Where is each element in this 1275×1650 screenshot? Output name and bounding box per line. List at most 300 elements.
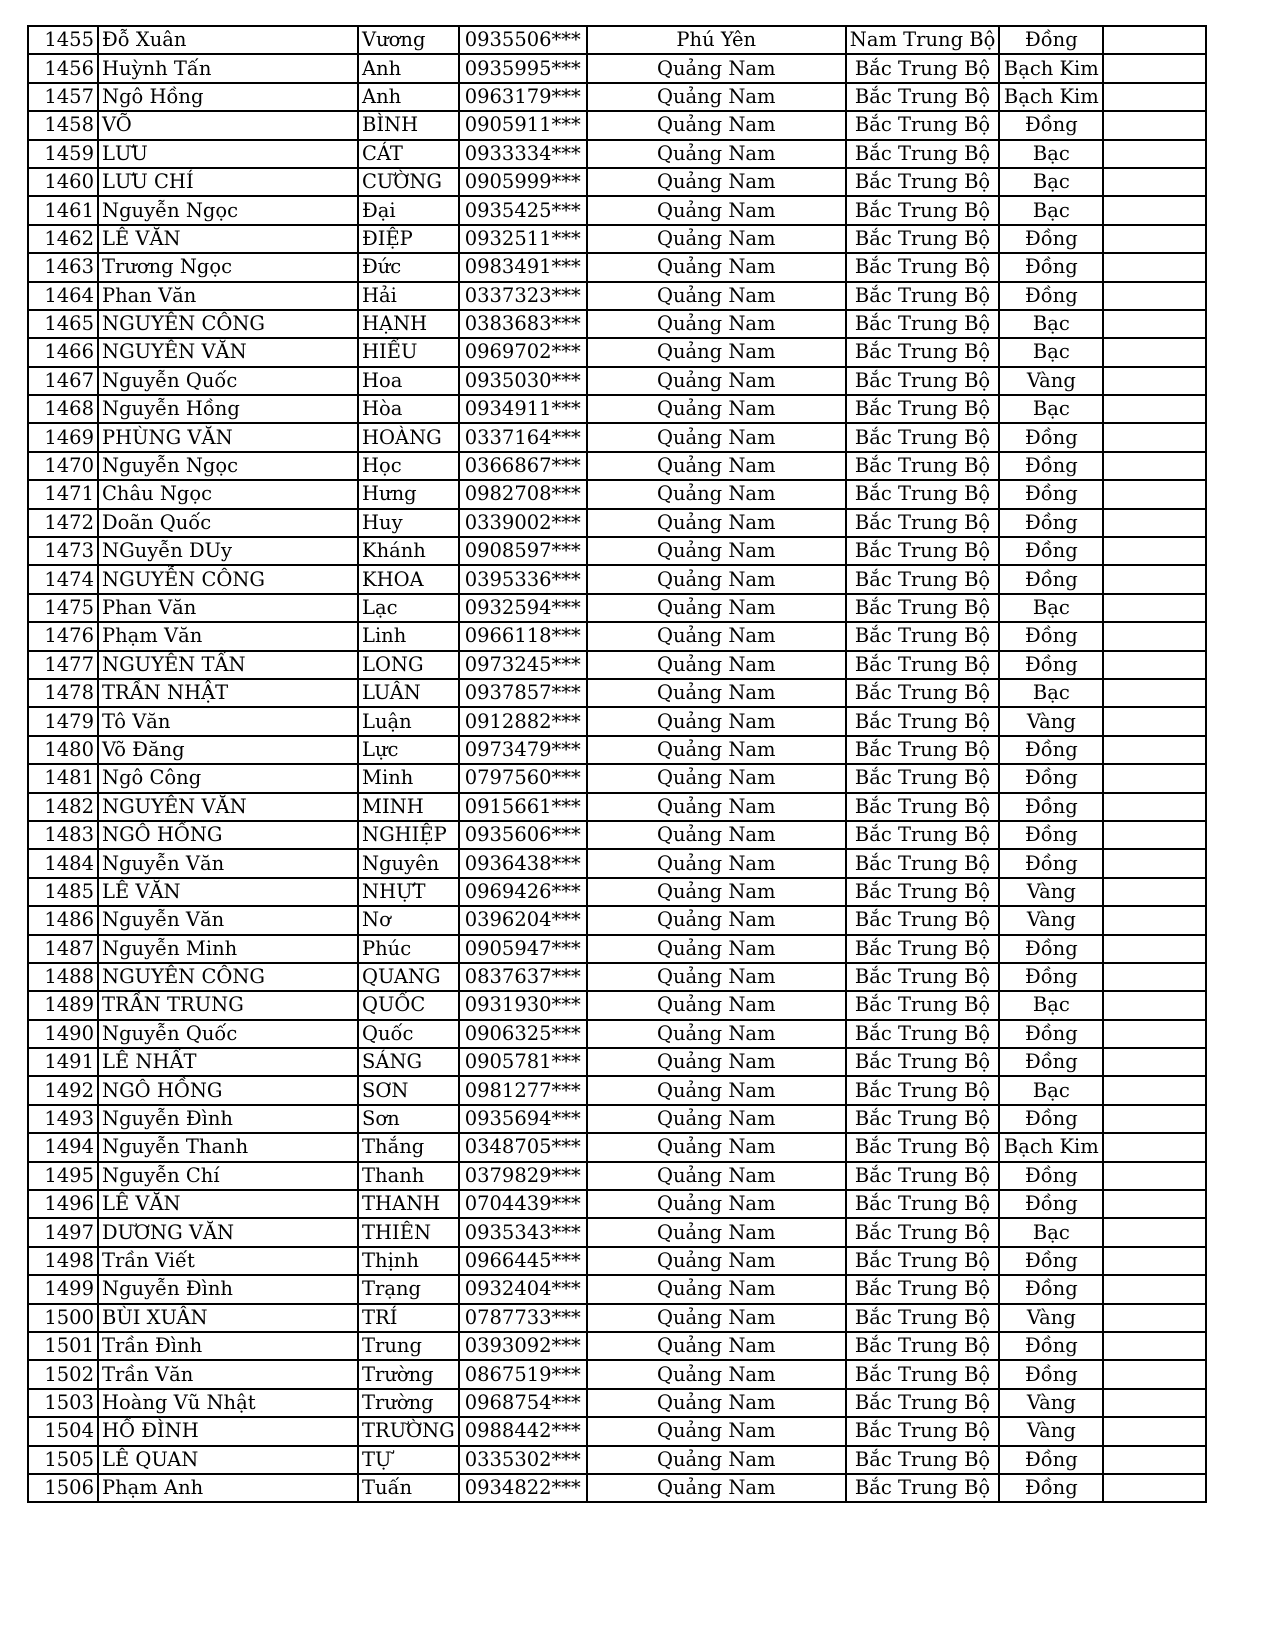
region-cell: Bắc Trung Bộ <box>846 140 1000 168</box>
family-name-cell: LƯU CHÍ <box>98 168 358 196</box>
tier-cell: Vàng <box>999 1304 1103 1332</box>
table-row <box>28 225 1206 253</box>
province-cell: Quảng Nam <box>587 282 846 310</box>
table-row <box>28 168 1206 196</box>
note-cell <box>1103 26 1206 54</box>
table-row <box>28 282 1206 310</box>
row-number-cell: 1459 <box>28 140 98 168</box>
note-cell <box>1103 83 1206 111</box>
province-cell: Quảng Nam <box>587 736 846 764</box>
tier-cell: Bạc <box>999 196 1103 224</box>
family-name-cell: Hoàng Vũ Nhật <box>98 1389 358 1417</box>
family-name-cell: Trần Viết <box>98 1247 358 1275</box>
province-cell: Quảng Nam <box>587 83 846 111</box>
table-row <box>28 338 1206 366</box>
row-number-cell: 1502 <box>28 1360 98 1388</box>
table-row <box>28 367 1206 395</box>
phone-cell: 0906325*** <box>459 1020 587 1048</box>
given-name-cell: LONG <box>358 651 459 679</box>
given-name-cell: THIÊN <box>358 1218 459 1246</box>
province-cell: Quảng Nam <box>587 878 846 906</box>
tier-cell: Đồng <box>999 963 1103 991</box>
province-cell: Quảng Nam <box>587 1076 846 1104</box>
table-row <box>28 26 1206 54</box>
phone-cell: 0982708*** <box>459 480 587 508</box>
region-cell: Bắc Trung Bộ <box>846 452 1000 480</box>
tier-cell: Vàng <box>999 878 1103 906</box>
phone-cell: 0935694*** <box>459 1105 587 1133</box>
family-name-cell: Nguyễn Đình <box>98 1275 358 1303</box>
row-number-cell: 1471 <box>28 480 98 508</box>
phone-cell: 0935606*** <box>459 821 587 849</box>
family-name-cell: Đỗ Xuân <box>98 26 358 54</box>
table-row <box>28 1048 1206 1076</box>
given-name-cell: MINH <box>358 793 459 821</box>
family-name-cell: Nguyễn Đình <box>98 1105 358 1133</box>
region-cell: Bắc Trung Bộ <box>846 1446 1000 1474</box>
province-cell: Quảng Nam <box>587 168 846 196</box>
tier-cell: Đồng <box>999 651 1103 679</box>
note-cell <box>1103 1133 1206 1161</box>
row-number-cell: 1455 <box>28 26 98 54</box>
row-number-cell: 1484 <box>28 849 98 877</box>
note-cell <box>1103 253 1206 281</box>
region-cell: Bắc Trung Bộ <box>846 111 1000 139</box>
given-name-cell: TRƯỜNG <box>358 1417 459 1445</box>
family-name-cell: Trương Ngọc <box>98 253 358 281</box>
tier-cell: Bạch Kim <box>999 83 1103 111</box>
table-row <box>28 509 1206 537</box>
row-number-cell: 1501 <box>28 1332 98 1360</box>
given-name-cell: Sơn <box>358 1105 459 1133</box>
province-cell: Quảng Nam <box>587 1389 846 1417</box>
phone-cell: 0935506*** <box>459 26 587 54</box>
table-row <box>28 1417 1206 1445</box>
province-cell: Quảng Nam <box>587 537 846 565</box>
table-row <box>28 310 1206 338</box>
province-cell: Quảng Nam <box>587 1275 846 1303</box>
province-cell: Quảng Nam <box>587 1162 846 1190</box>
phone-cell: 0383683*** <box>459 310 587 338</box>
note-cell <box>1103 537 1206 565</box>
row-number-cell: 1495 <box>28 1162 98 1190</box>
given-name-cell: HẠNH <box>358 310 459 338</box>
table-row <box>28 1332 1206 1360</box>
table-row <box>28 1247 1206 1275</box>
family-name-cell: Tô Văn <box>98 707 358 735</box>
given-name-cell: Thanh <box>358 1162 459 1190</box>
region-cell: Bắc Trung Bộ <box>846 878 1000 906</box>
given-name-cell: Phúc <box>358 935 459 963</box>
region-cell: Bắc Trung Bộ <box>846 1162 1000 1190</box>
given-name-cell: Trường <box>358 1360 459 1388</box>
tier-cell: Đồng <box>999 1020 1103 1048</box>
row-number-cell: 1457 <box>28 83 98 111</box>
region-cell: Bắc Trung Bộ <box>846 1105 1000 1133</box>
given-name-cell: Trung <box>358 1332 459 1360</box>
phone-cell: 0968754*** <box>459 1389 587 1417</box>
province-cell: Quảng Nam <box>587 622 846 650</box>
tier-cell: Vàng <box>999 367 1103 395</box>
table-row <box>28 1275 1206 1303</box>
given-name-cell: Hưng <box>358 480 459 508</box>
family-name-cell: Nguyễn Minh <box>98 935 358 963</box>
region-cell: Bắc Trung Bộ <box>846 679 1000 707</box>
province-cell: Quảng Nam <box>587 963 846 991</box>
family-name-cell: BÙI XUÂN <box>98 1304 358 1332</box>
family-name-cell: NGUYỄN TẤN <box>98 651 358 679</box>
phone-cell: 0988442*** <box>459 1417 587 1445</box>
tier-cell: Đồng <box>999 1105 1103 1133</box>
phone-cell: 0933334*** <box>459 140 587 168</box>
row-number-cell: 1485 <box>28 878 98 906</box>
given-name-cell: Luận <box>358 707 459 735</box>
region-cell: Bắc Trung Bộ <box>846 310 1000 338</box>
table-row <box>28 707 1206 735</box>
province-cell: Quảng Nam <box>587 991 846 1019</box>
tier-cell: Đồng <box>999 253 1103 281</box>
region-cell: Bắc Trung Bộ <box>846 537 1000 565</box>
table-row <box>28 622 1206 650</box>
family-name-cell: LÊ VĂN <box>98 225 358 253</box>
family-name-cell: NGÔ HỒNG <box>98 1076 358 1104</box>
phone-cell: 0393092*** <box>459 1332 587 1360</box>
region-cell: Bắc Trung Bộ <box>846 168 1000 196</box>
note-cell <box>1103 480 1206 508</box>
province-cell: Phú Yên <box>587 26 846 54</box>
tier-cell: Đồng <box>999 1360 1103 1388</box>
tier-cell: Đồng <box>999 1446 1103 1474</box>
family-name-cell: Nguyễn Thanh <box>98 1133 358 1161</box>
tier-cell: Đồng <box>999 565 1103 593</box>
region-cell: Bắc Trung Bộ <box>846 1020 1000 1048</box>
family-name-cell: NGUYỄN CÔNG <box>98 963 358 991</box>
table-row <box>28 196 1206 224</box>
family-name-cell: Phan Văn <box>98 594 358 622</box>
tier-cell: Bạc <box>999 679 1103 707</box>
province-cell: Quảng Nam <box>587 1474 846 1502</box>
given-name-cell: Nguyên <box>358 849 459 877</box>
given-name-cell: BÌNH <box>358 111 459 139</box>
phone-cell: 0932594*** <box>459 594 587 622</box>
table-row <box>28 565 1206 593</box>
tier-cell: Đồng <box>999 452 1103 480</box>
phone-cell: 0963179*** <box>459 83 587 111</box>
roster-body <box>28 26 1206 1502</box>
province-cell: Quảng Nam <box>587 1133 846 1161</box>
tier-cell: Bạc <box>999 140 1103 168</box>
note-cell <box>1103 821 1206 849</box>
table-row <box>28 679 1206 707</box>
phone-cell: 0931930*** <box>459 991 587 1019</box>
tier-cell: Đồng <box>999 793 1103 821</box>
given-name-cell: Đại <box>358 196 459 224</box>
row-number-cell: 1498 <box>28 1247 98 1275</box>
table-row <box>28 1105 1206 1133</box>
province-cell: Quảng Nam <box>587 111 846 139</box>
family-name-cell: Nguyễn Quốc <box>98 1020 358 1048</box>
tier-cell: Bạc <box>999 1218 1103 1246</box>
phone-cell: 0335302*** <box>459 1446 587 1474</box>
roster-table <box>27 25 1207 1503</box>
row-number-cell: 1496 <box>28 1190 98 1218</box>
family-name-cell: NGUYỄN CÔNG <box>98 565 358 593</box>
phone-cell: 0908597*** <box>459 537 587 565</box>
tier-cell: Đồng <box>999 1275 1103 1303</box>
province-cell: Quảng Nam <box>587 1247 846 1275</box>
note-cell <box>1103 1190 1206 1218</box>
table-row <box>28 991 1206 1019</box>
given-name-cell: Quốc <box>358 1020 459 1048</box>
phone-cell: 0981277*** <box>459 1076 587 1104</box>
phone-cell: 0936438*** <box>459 849 587 877</box>
row-number-cell: 1487 <box>28 935 98 963</box>
phone-cell: 0932511*** <box>459 225 587 253</box>
tier-cell: Bạc <box>999 991 1103 1019</box>
given-name-cell: Trường <box>358 1389 459 1417</box>
province-cell: Quảng Nam <box>587 54 846 82</box>
family-name-cell: TRẦN NHẬT <box>98 679 358 707</box>
given-name-cell: HIẾU <box>358 338 459 366</box>
tier-cell: Bạch Kim <box>999 54 1103 82</box>
tier-cell: Đồng <box>999 821 1103 849</box>
table-row <box>28 54 1206 82</box>
tier-cell: Đồng <box>999 1190 1103 1218</box>
note-cell <box>1103 196 1206 224</box>
given-name-cell: CÁT <box>358 140 459 168</box>
province-cell: Quảng Nam <box>587 1190 846 1218</box>
tier-cell: Đồng <box>999 1247 1103 1275</box>
row-number-cell: 1492 <box>28 1076 98 1104</box>
table-row <box>28 452 1206 480</box>
row-number-cell: 1505 <box>28 1446 98 1474</box>
region-cell: Bắc Trung Bộ <box>846 793 1000 821</box>
row-number-cell: 1480 <box>28 736 98 764</box>
table-row <box>28 395 1206 423</box>
family-name-cell: Châu Ngọc <box>98 480 358 508</box>
region-cell: Bắc Trung Bộ <box>846 1133 1000 1161</box>
note-cell <box>1103 935 1206 963</box>
family-name-cell: Nguyễn Quốc <box>98 367 358 395</box>
given-name-cell: Hòa <box>358 395 459 423</box>
phone-cell: 0348705*** <box>459 1133 587 1161</box>
province-cell: Quảng Nam <box>587 849 846 877</box>
family-name-cell: Nguyễn Chí <box>98 1162 358 1190</box>
table-row <box>28 253 1206 281</box>
family-name-cell: Ngô Hồng <box>98 83 358 111</box>
family-name-cell: Nguyễn Văn <box>98 906 358 934</box>
given-name-cell: Anh <box>358 54 459 82</box>
region-cell: Bắc Trung Bộ <box>846 54 1000 82</box>
tier-cell: Đồng <box>999 537 1103 565</box>
given-name-cell: NHỰT <box>358 878 459 906</box>
table-row <box>28 1389 1206 1417</box>
tier-cell: Đồng <box>999 26 1103 54</box>
region-cell: Bắc Trung Bộ <box>846 480 1000 508</box>
note-cell <box>1103 1275 1206 1303</box>
region-cell: Bắc Trung Bộ <box>846 1360 1000 1388</box>
province-cell: Quảng Nam <box>587 423 846 451</box>
note-cell <box>1103 963 1206 991</box>
table-row <box>28 423 1206 451</box>
province-cell: Quảng Nam <box>587 452 846 480</box>
phone-cell: 0934911*** <box>459 395 587 423</box>
tier-cell: Đồng <box>999 935 1103 963</box>
phone-cell: 0973479*** <box>459 736 587 764</box>
region-cell: Bắc Trung Bộ <box>846 83 1000 111</box>
row-number-cell: 1503 <box>28 1389 98 1417</box>
family-name-cell: Võ Đăng <box>98 736 358 764</box>
province-cell: Quảng Nam <box>587 594 846 622</box>
given-name-cell: ĐIỆP <box>358 225 459 253</box>
family-name-cell: Huỳnh Tấn <box>98 54 358 82</box>
region-cell: Bắc Trung Bộ <box>846 622 1000 650</box>
province-cell: Quảng Nam <box>587 679 846 707</box>
given-name-cell: Nơ <box>358 906 459 934</box>
table-row <box>28 651 1206 679</box>
table-row <box>28 537 1206 565</box>
phone-cell: 0905999*** <box>459 168 587 196</box>
phone-cell: 0966118*** <box>459 622 587 650</box>
phone-cell: 0339002*** <box>459 509 587 537</box>
family-name-cell: LÊ VĂN <box>98 1190 358 1218</box>
table-row <box>28 140 1206 168</box>
given-name-cell: Hoa <box>358 367 459 395</box>
tier-cell: Đồng <box>999 622 1103 650</box>
phone-cell: 0983491*** <box>459 253 587 281</box>
phone-cell: 0837637*** <box>459 963 587 991</box>
province-cell: Quảng Nam <box>587 395 846 423</box>
family-name-cell: LÊ QUAN <box>98 1446 358 1474</box>
region-cell: Bắc Trung Bộ <box>846 594 1000 622</box>
tier-cell: Đồng <box>999 1474 1103 1502</box>
phone-cell: 0905947*** <box>459 935 587 963</box>
given-name-cell: Hải <box>358 282 459 310</box>
row-number-cell: 1494 <box>28 1133 98 1161</box>
note-cell <box>1103 1162 1206 1190</box>
phone-cell: 0935030*** <box>459 367 587 395</box>
given-name-cell: Linh <box>358 622 459 650</box>
note-cell <box>1103 565 1206 593</box>
note-cell <box>1103 1474 1206 1502</box>
tier-cell: Đồng <box>999 480 1103 508</box>
phone-cell: 0787733*** <box>459 1304 587 1332</box>
family-name-cell: Nguyễn Hồng <box>98 395 358 423</box>
tier-cell: Bạc <box>999 338 1103 366</box>
phone-cell: 0704439*** <box>459 1190 587 1218</box>
family-name-cell: TRẦN TRUNG <box>98 991 358 1019</box>
note-cell <box>1103 793 1206 821</box>
note-cell <box>1103 1304 1206 1332</box>
table-row <box>28 1360 1206 1388</box>
province-cell: Quảng Nam <box>587 509 846 537</box>
given-name-cell: Lực <box>358 736 459 764</box>
phone-cell: 0337323*** <box>459 282 587 310</box>
row-number-cell: 1473 <box>28 537 98 565</box>
row-number-cell: 1466 <box>28 338 98 366</box>
row-number-cell: 1479 <box>28 707 98 735</box>
given-name-cell: SÁNG <box>358 1048 459 1076</box>
region-cell: Bắc Trung Bộ <box>846 1474 1000 1502</box>
tier-cell: Bạc <box>999 1076 1103 1104</box>
table-row <box>28 849 1206 877</box>
region-cell: Bắc Trung Bộ <box>846 423 1000 451</box>
tier-cell: Đồng <box>999 1048 1103 1076</box>
note-cell <box>1103 878 1206 906</box>
tier-cell: Bạc <box>999 395 1103 423</box>
row-number-cell: 1491 <box>28 1048 98 1076</box>
region-cell: Bắc Trung Bộ <box>846 1048 1000 1076</box>
note-cell <box>1103 849 1206 877</box>
phone-cell: 0366867*** <box>459 452 587 480</box>
province-cell: Quảng Nam <box>587 906 846 934</box>
family-name-cell: NGUYỄN VĂN <box>98 793 358 821</box>
table-row <box>28 878 1206 906</box>
phone-cell: 0395336*** <box>459 565 587 593</box>
region-cell: Bắc Trung Bộ <box>846 1218 1000 1246</box>
given-name-cell: NGHIỆP <box>358 821 459 849</box>
given-name-cell: Anh <box>358 83 459 111</box>
note-cell <box>1103 651 1206 679</box>
province-cell: Quảng Nam <box>587 253 846 281</box>
family-name-cell: HỒ ĐÌNH <box>98 1417 358 1445</box>
table-row <box>28 1133 1206 1161</box>
region-cell: Bắc Trung Bộ <box>846 963 1000 991</box>
family-name-cell: LÊ VĂN <box>98 878 358 906</box>
note-cell <box>1103 395 1206 423</box>
phone-cell: 0932404*** <box>459 1275 587 1303</box>
given-name-cell: Huy <box>358 509 459 537</box>
phone-cell: 0337164*** <box>459 423 587 451</box>
family-name-cell: Nguyễn Ngọc <box>98 452 358 480</box>
region-cell: Bắc Trung Bộ <box>846 1304 1000 1332</box>
province-cell: Quảng Nam <box>587 225 846 253</box>
province-cell: Quảng Nam <box>587 480 846 508</box>
province-cell: Quảng Nam <box>587 651 846 679</box>
family-name-cell: LƯU <box>98 140 358 168</box>
phone-cell: 0969702*** <box>459 338 587 366</box>
row-number-cell: 1506 <box>28 1474 98 1502</box>
region-cell: Bắc Trung Bộ <box>846 991 1000 1019</box>
phone-cell: 0937857*** <box>459 679 587 707</box>
table-row <box>28 83 1206 111</box>
note-cell <box>1103 423 1206 451</box>
phone-cell: 0396204*** <box>459 906 587 934</box>
given-name-cell: QUANG <box>358 963 459 991</box>
family-name-cell: Phạm Anh <box>98 1474 358 1502</box>
given-name-cell: Khánh <box>358 537 459 565</box>
family-name-cell: NGuyễn DUy <box>98 537 358 565</box>
province-cell: Quảng Nam <box>587 1417 846 1445</box>
row-number-cell: 1497 <box>28 1218 98 1246</box>
tier-cell: Đồng <box>999 1162 1103 1190</box>
table-row <box>28 764 1206 792</box>
note-cell <box>1103 1446 1206 1474</box>
given-name-cell: TRÍ <box>358 1304 459 1332</box>
note-cell <box>1103 594 1206 622</box>
province-cell: Quảng Nam <box>587 793 846 821</box>
row-number-cell: 1488 <box>28 963 98 991</box>
family-name-cell: Trần Văn <box>98 1360 358 1388</box>
tier-cell: Vàng <box>999 1389 1103 1417</box>
province-cell: Quảng Nam <box>587 1048 846 1076</box>
family-name-cell: Nguyễn Ngọc <box>98 196 358 224</box>
given-name-cell: QUỐC <box>358 991 459 1019</box>
tier-cell: Đồng <box>999 849 1103 877</box>
table-row <box>28 935 1206 963</box>
given-name-cell: TỰ <box>358 1446 459 1474</box>
note-cell <box>1103 906 1206 934</box>
